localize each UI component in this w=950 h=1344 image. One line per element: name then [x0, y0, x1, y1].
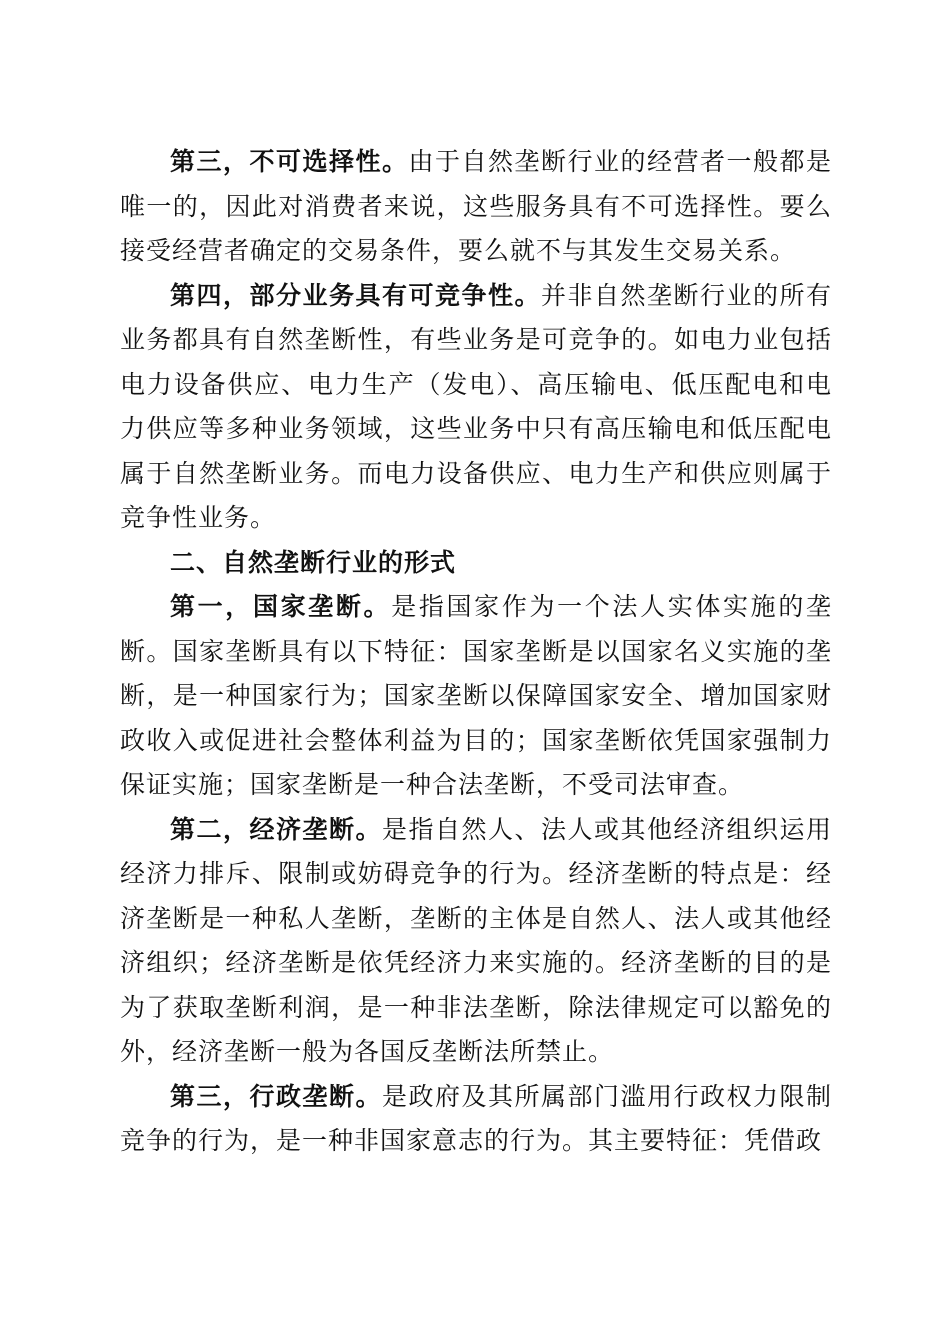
paragraph-body: 由于自然垄断行业的经营者一般都是唯一的，因此对消费者来说，这些服务具有不可选择性。要么接受经营者确定的交易条件，要么就不与其发生交易关系。: [120, 147, 832, 265]
paragraph-fourth-partial-competition: [120, 274, 832, 541]
paragraph-body: 是指国家作为一个法人实体实施的垄断。国家垄断具有以下特征：国家垄断是以国家名义实施的垄断，是一种国家行为；国家垄断以保障国家安全、增加国家财政收入或促进社会整体利益为目的；国家垄断依凭国家强制力保证实施；国家垄断是一种合法垄断，不受司法审查。: [120, 592, 832, 799]
paragraph-lead: 第三，不可选择性。: [170, 147, 409, 176]
document-page: [120, 140, 832, 1164]
paragraph-economic-monopoly: [120, 808, 832, 1075]
paragraph-administrative-monopoly: [120, 1075, 832, 1164]
paragraph-lead: 第一，国家垄断。: [170, 592, 392, 621]
paragraph-body: 是指自然人、法人或其他经济组织运用经济力排斥、限制或妨碍竞争的行为。经济垄断的特点是：经济垄断是一种私人垄断，垄断的主体是自然人、法人或其他经济组织；经济垄断是依凭经济力来实施的。经济垄断的目的是为了获取垄断利润，是一种非法垄断，除法律规定可以豁免的外，经济垄断一般为各国反垄断法所禁止。: [120, 814, 832, 1066]
paragraph-body: 是政府及其所属部门滥用行政权力限制竞争的行为，是一种非国家意志的行为。其主要特征：凭借政: [120, 1081, 832, 1155]
paragraph-state-monopoly: [120, 585, 832, 808]
paragraph-lead: 第二，经济垄断。: [170, 814, 382, 844]
paragraph-body: 并非自然垄断行业的所有业务都具有自然垄断性，有些业务是可竞争的。如电力业包括电力设备供应、电力生产（发电）、高压输电、低压配电和电力供应等多种业务领域，这些业务中只有高压输电和低压配电属于自然垄断业务。而电力设备供应、电力生产和供应则属于竞争性业务。: [120, 280, 832, 532]
section-heading: 二、自然垄断行业的形式: [170, 547, 457, 577]
paragraph-lead: 第三，行政垄断。: [170, 1081, 382, 1111]
paragraph-lead: 第四，部分业务具有可竞争性。: [170, 280, 541, 310]
paragraph-third-non-selectability: [120, 140, 832, 274]
